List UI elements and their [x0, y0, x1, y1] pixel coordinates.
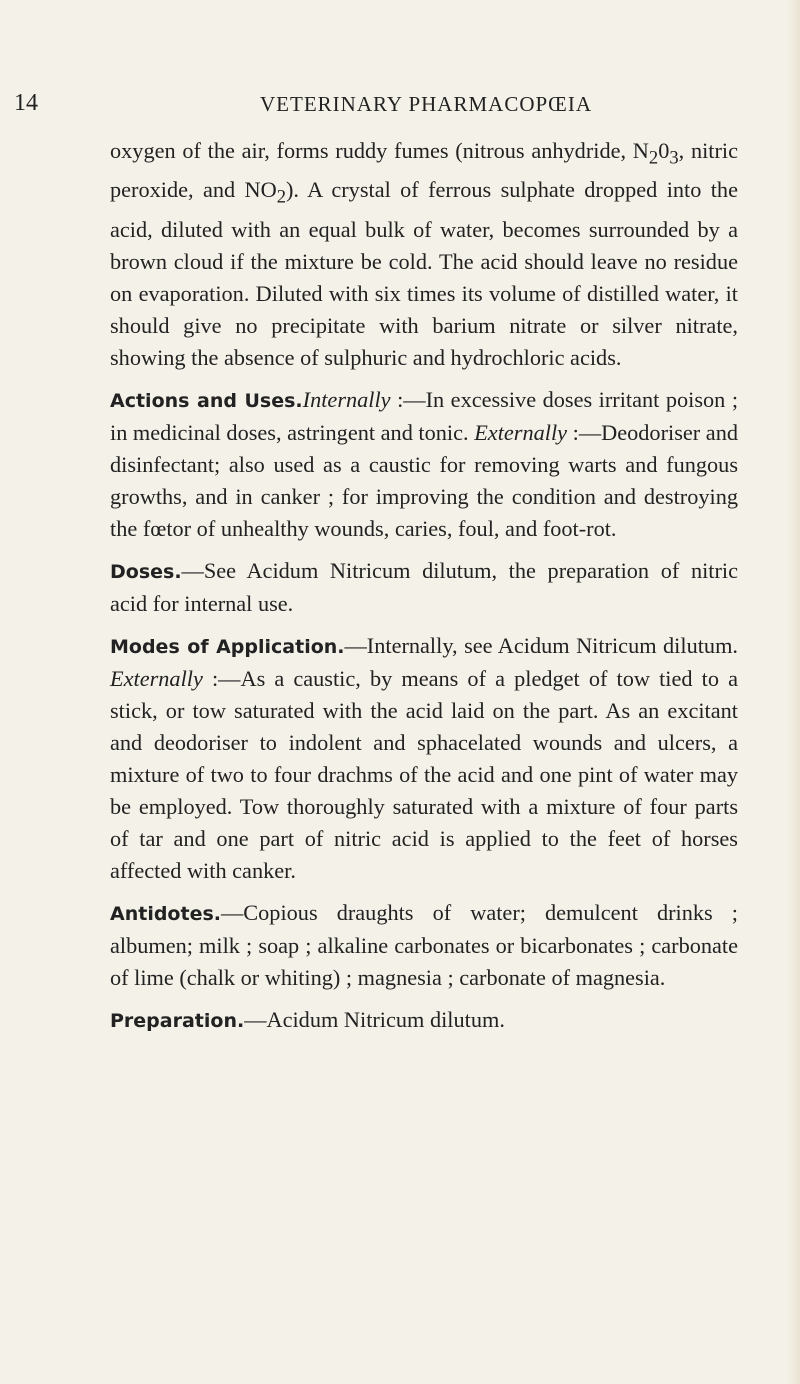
text-run: —Copious draughts of water; demulcent drinks ; albumen; milk ; soap ; alkaline carbonates or bicarbonates ; carbonate of lime (chalk or whiting) ; magnesia ; carbonate of magnesia.	[110, 899, 738, 990]
text-run: ). A crystal of ferrous sulphate dropped into the acid, diluted with an equal bulk of water, becomes surrounded by a brown cloud if the mixture be cold. The acid should leave no residue on evaporation. Diluted with six times its volume of distilled water, it should give no precipitate with barium nitrate or silver nitrate, showing the absence of sulphuric and hydrochloric acids.	[110, 177, 738, 370]
paragraph-preparation	[110, 1004, 738, 1037]
paragraph-actions-uses	[110, 384, 738, 545]
body-text	[110, 135, 738, 1047]
section-heading-actions: Actions and Uses.	[110, 389, 303, 412]
italic-label: Externally	[474, 419, 568, 445]
paragraph-doses	[110, 555, 738, 620]
section-heading-modes: Modes of Application.	[110, 635, 345, 658]
running-head: VETERINARY PHARMACOPŒIA	[260, 92, 593, 116]
text-run: —See Acidum Nitricum dilutum, the preparation of nitric acid for internal use.	[110, 557, 738, 616]
text-run: 0	[658, 138, 670, 163]
paragraph-modes	[110, 630, 738, 887]
subscript: 2	[276, 186, 286, 208]
page-edge-shadow	[786, 0, 800, 1384]
section-heading-preparation: Preparation.	[110, 1009, 245, 1032]
page-number: 14	[14, 90, 38, 116]
text-run: oxygen of the air, forms ruddy fumes (nitrous anhydride, N	[110, 138, 649, 163]
italic-label: Internally	[302, 386, 391, 412]
text-run: —Acidum Nitricum dilutum.	[244, 1006, 505, 1032]
section-heading-doses: Doses.	[110, 560, 182, 583]
italic-label: Externally	[110, 665, 203, 691]
subscript: 3	[669, 147, 679, 169]
section-heading-antidotes: Antidotes.	[110, 902, 221, 925]
paragraph-antidotes	[110, 897, 738, 994]
paragraph-chemistry	[110, 135, 738, 374]
text-run: :—In excessive doses irritant poison ; in medicinal doses, astringent and tonic.	[110, 386, 739, 445]
text-run: :—Deodoriser and disinfectant; also used as a caustic for removing warts and fungous growths, and in canker ; for improving the condition and destroying the fœtor of unhealthy wounds, caries, foul, and foot-rot.	[110, 419, 738, 541]
subscript: 2	[648, 147, 659, 169]
text-run: —Internally, see Acidum Nitricum dilutum.	[344, 632, 738, 658]
text-run: , nitric peroxide, and NO	[110, 138, 738, 203]
text-run: :—As a caustic, by means of a pledget of tow tied to a stick, or tow saturated with the acid laid on the part. As an excitant and deodoriser to indolent and sphacelated wounds and ulcers, a mixture of two to four drachms of the acid and one pint of water may be employed. Tow thoroughly saturated with a mixture of four parts of tar and one part of nitric acid is applied to the feet of horses affected with canker.	[110, 665, 738, 883]
